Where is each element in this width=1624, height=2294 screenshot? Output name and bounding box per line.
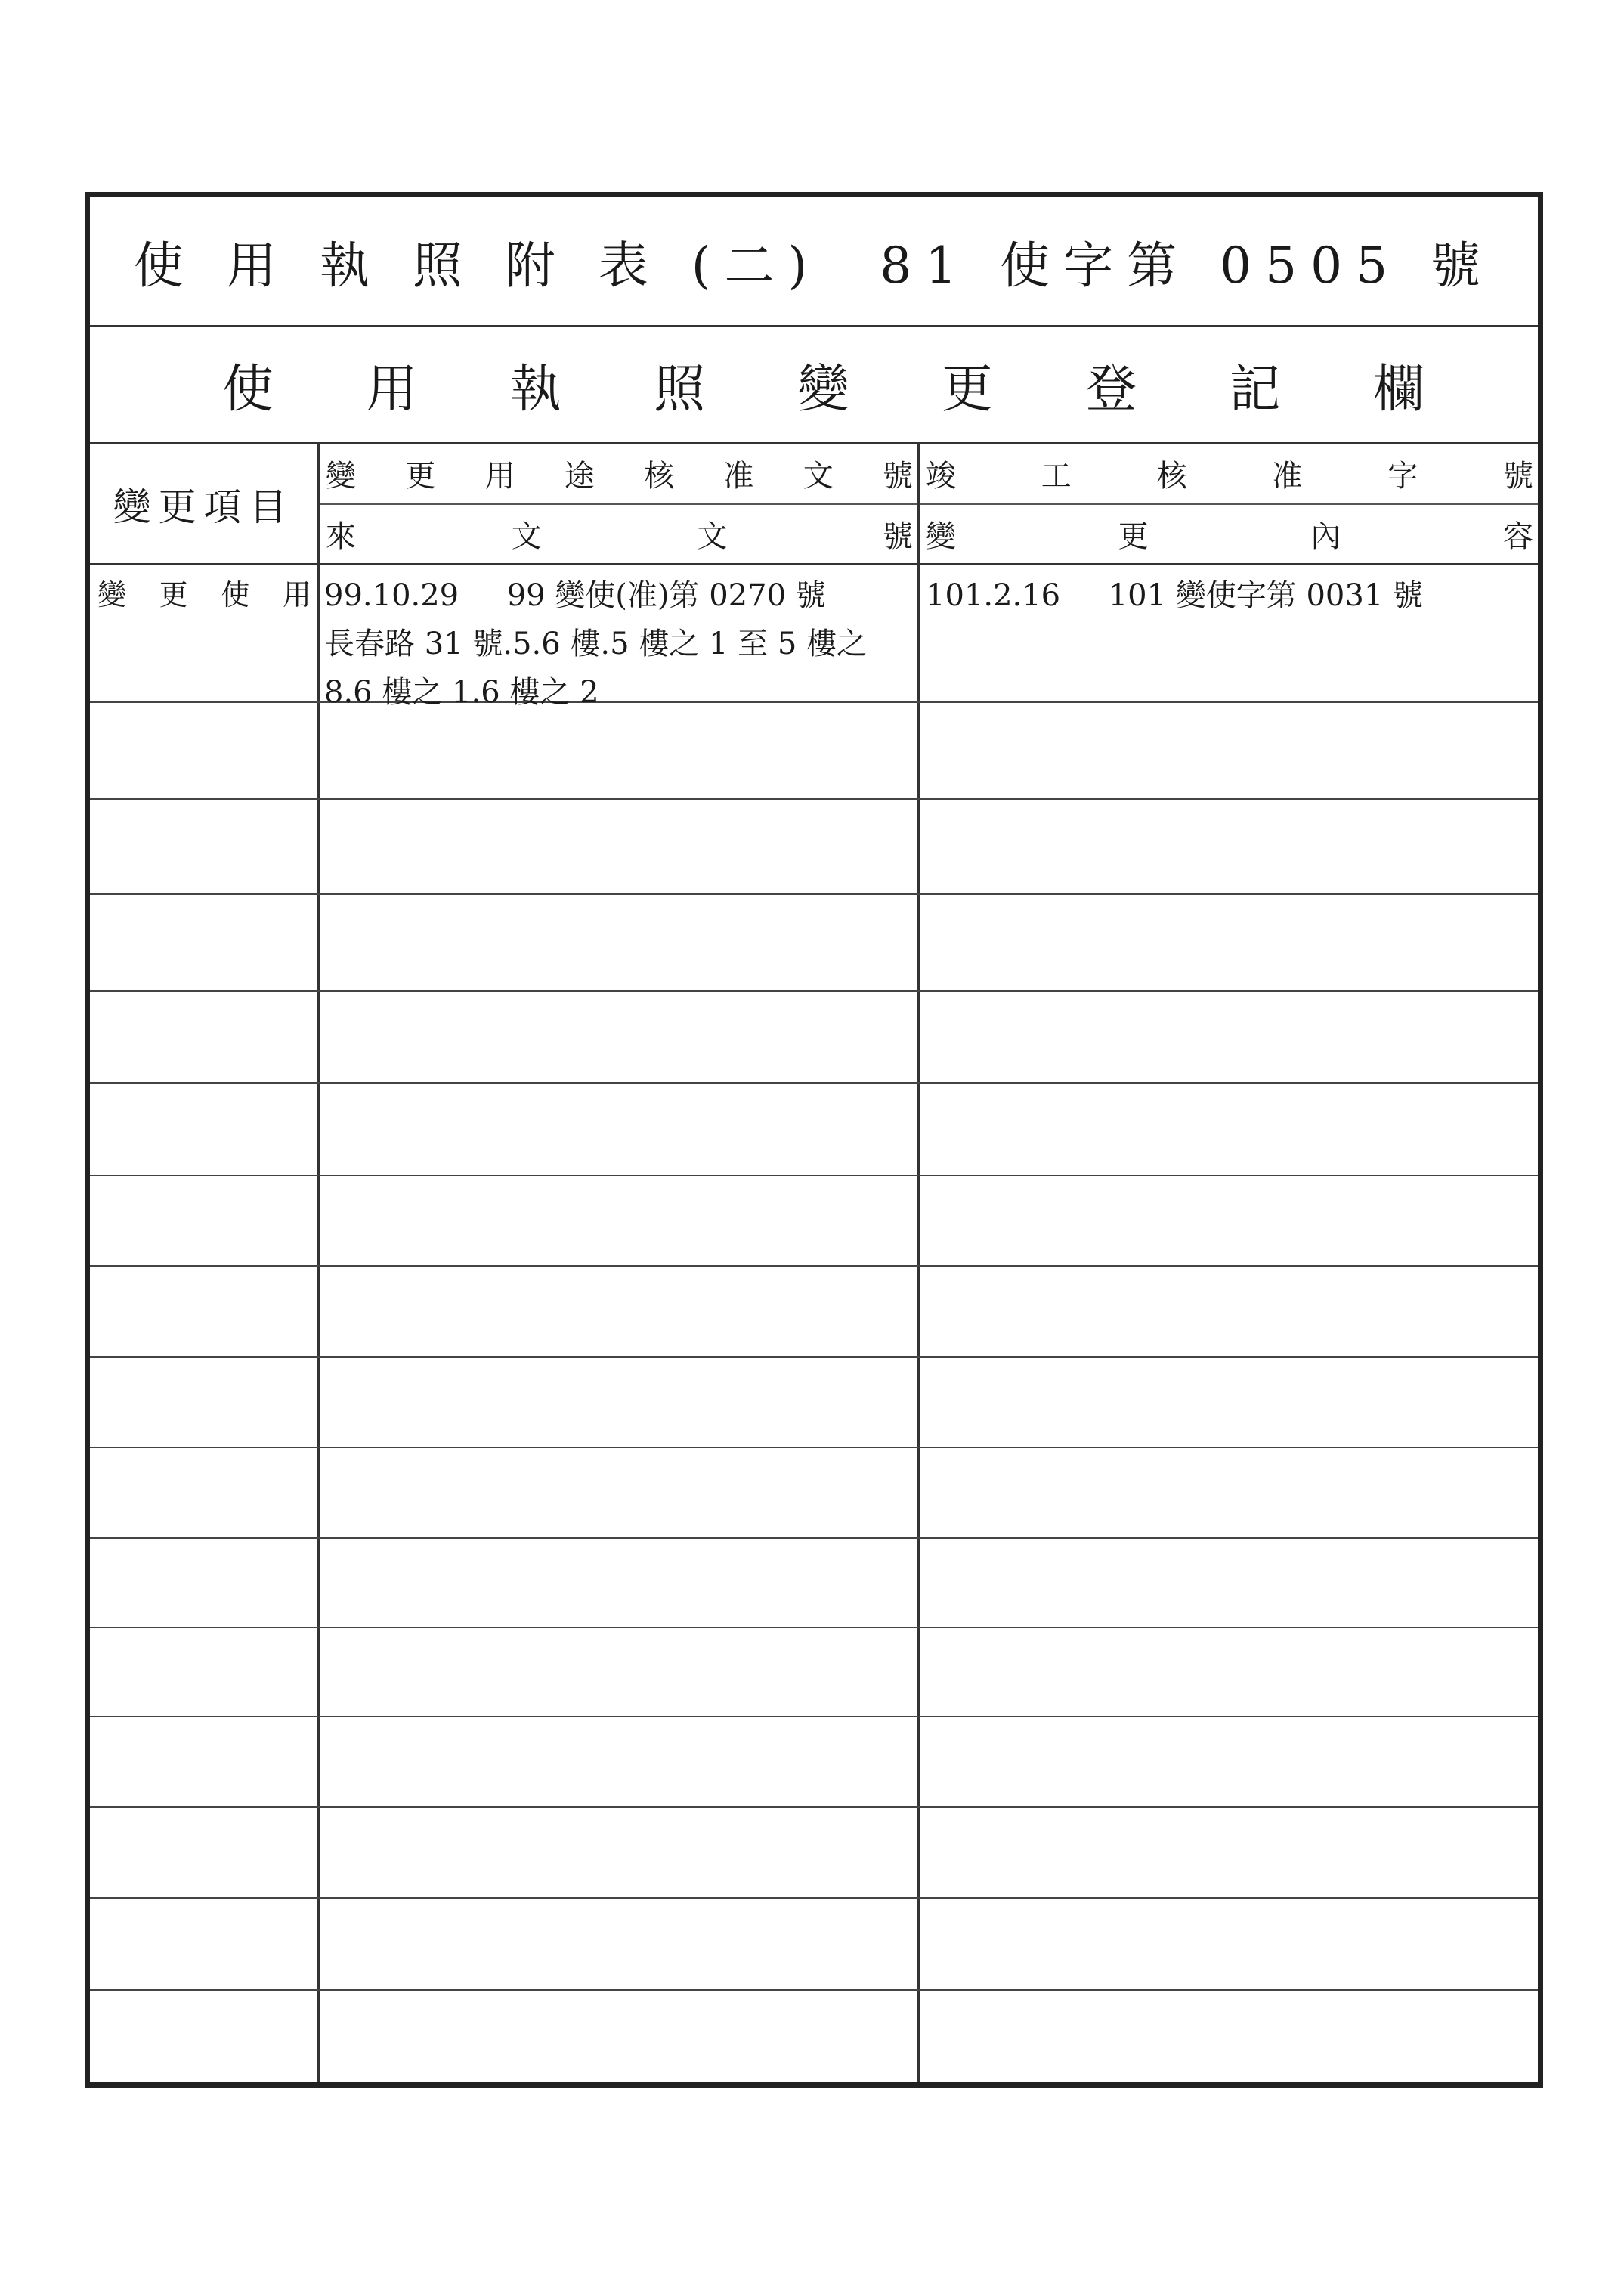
entry-approval-line-3: 8.6 樓之 1.6 樓之 2 [324, 675, 599, 710]
empty-cell [320, 1899, 920, 1989]
empty-cell [90, 1717, 320, 1806]
table-row [90, 1991, 1538, 2082]
empty-cell [320, 800, 920, 893]
entry-item-char: 變 [97, 578, 127, 611]
entry-approval-line-2: 長春路 31 號.5.6 樓.5 樓之 1 至 5 樓之 [324, 627, 868, 661]
header-b-bottom-text-char: 變 [926, 519, 956, 554]
empty-cell [920, 1628, 1538, 1716]
header-b-bottom-text-char: 更 [1118, 519, 1149, 554]
empty-cell [90, 1808, 320, 1897]
table-row [90, 992, 1538, 1084]
form-subtitle-char: 記 [1229, 359, 1281, 419]
empty-cell [320, 1267, 920, 1356]
header-a-top-text-char: 途 [564, 459, 595, 494]
table-row [90, 1717, 1538, 1808]
header-b-bottom [920, 505, 1538, 564]
empty-cell [90, 1991, 320, 2082]
empty-cell [320, 1084, 920, 1175]
license-form [85, 192, 1543, 2088]
empty-cell [920, 992, 1538, 1082]
empty-cell [320, 703, 920, 798]
header-a-top-text-char: 更 [405, 459, 436, 494]
header-b-bottom-text-char: 容 [1502, 519, 1533, 554]
header-column-a [320, 444, 920, 563]
header-column-b [920, 444, 1538, 563]
form-subtitle-char: 更 [941, 359, 993, 419]
empty-cell [920, 1176, 1538, 1265]
empty-cell [920, 1448, 1538, 1537]
empty-cell [90, 800, 320, 893]
form-subtitle-char: 欄 [1372, 359, 1424, 419]
entry-item-cell [90, 565, 320, 701]
empty-cell [920, 1899, 1538, 1989]
empty-cell [920, 1084, 1538, 1175]
header-a-top-text-char: 准 [723, 459, 754, 494]
entry-item-char: 用 [282, 578, 311, 611]
header-b-top-text-char: 工 [1041, 459, 1072, 494]
empty-cell [920, 703, 1538, 798]
form-title-row [90, 197, 1538, 327]
empty-cell [320, 1808, 920, 1897]
empty-cell [320, 1176, 920, 1265]
empty-cell [920, 1991, 1538, 2082]
header-b-top-text [926, 452, 1533, 495]
table-row [90, 895, 1538, 992]
header-b-top-text-char: 號 [1502, 459, 1533, 494]
table-row [90, 1267, 1538, 1358]
empty-cell [90, 1899, 320, 1989]
header-change-item [90, 444, 320, 563]
header-b-bottom-text [926, 512, 1533, 556]
empty-cell [90, 895, 320, 990]
form-subtitle-char: 執 [509, 359, 561, 419]
empty-cell [920, 1267, 1538, 1356]
header-a-bottom-text-char: 號 [882, 519, 913, 554]
empty-cell [90, 1084, 320, 1175]
table-row [90, 1808, 1538, 1899]
table-row [90, 1358, 1538, 1448]
header-a-top-text-char: 變 [326, 459, 356, 494]
empty-cell [320, 1991, 920, 2082]
empty-cell [920, 800, 1538, 893]
empty-cell [920, 895, 1538, 990]
empty-cell [90, 703, 320, 798]
form-subtitle-char: 變 [797, 359, 849, 419]
form-subtitle [222, 327, 1424, 442]
header-a-top-text-char: 文 [803, 459, 834, 494]
form-subtitle-char: 用 [366, 359, 418, 419]
empty-cell [90, 1176, 320, 1265]
form-subtitle-char: 使 [222, 359, 274, 419]
table-row [90, 1539, 1538, 1628]
empty-cell [320, 895, 920, 990]
header-a-bottom-text [326, 512, 913, 556]
header-b-bottom-text-char: 內 [1310, 519, 1341, 554]
empty-cell [90, 1628, 320, 1716]
empty-cell [90, 1358, 320, 1447]
empty-cell [90, 1539, 320, 1627]
empty-cell [920, 1358, 1538, 1447]
entry-approval-line-1: 99.10.29 99 變使(准)第 0270 號 [324, 578, 826, 613]
header-b-top-text-char: 字 [1387, 459, 1418, 494]
table-row [90, 703, 1538, 800]
empty-cell [320, 1539, 920, 1627]
empty-cell [320, 1358, 920, 1447]
empty-cell [920, 1717, 1538, 1806]
empty-cell [320, 1448, 920, 1537]
empty-cell [320, 992, 920, 1082]
table-body [90, 565, 1538, 2082]
entry-item-char: 使 [221, 578, 250, 611]
table-row [90, 1899, 1538, 1991]
header-a-top-text-char: 用 [484, 459, 515, 494]
header-a-bottom [320, 505, 917, 564]
header-a-bottom-text-char: 文 [697, 519, 728, 554]
header-change-item-label: 變更項目 [113, 484, 295, 529]
entry-completion-cell [920, 565, 1538, 701]
entry-completion-line-1: 101.2.16 101 變使字第 0031 號 [926, 578, 1423, 613]
header-b-top-text-char: 核 [1156, 459, 1187, 494]
table-row [90, 1084, 1538, 1176]
form-subtitle-row [90, 327, 1538, 444]
header-a-top-text-char: 號 [882, 459, 913, 494]
empty-cell [920, 1808, 1538, 1897]
empty-cell [90, 1267, 320, 1356]
form-subtitle-char: 照 [654, 359, 706, 419]
table-header [90, 444, 1538, 565]
header-a-top-text-char: 核 [644, 459, 675, 494]
table-row [90, 1448, 1538, 1539]
table-row [90, 800, 1538, 895]
table-row [90, 1176, 1538, 1267]
entry-approval-cell [320, 565, 920, 710]
header-b-top [920, 444, 1538, 505]
header-a-top-text [326, 452, 913, 495]
header-b-top-text-char: 准 [1272, 459, 1303, 494]
empty-cell [920, 1539, 1538, 1627]
entry-item-char: 更 [159, 578, 188, 611]
table-row [90, 1628, 1538, 1717]
empty-cell [320, 1628, 920, 1716]
empty-cell [90, 992, 320, 1082]
header-b-top-text-char: 竣 [926, 459, 956, 494]
empty-cell [320, 1717, 920, 1806]
table-row [90, 565, 1538, 710]
header-a-bottom-text-char: 來 [326, 519, 356, 554]
header-a-top [320, 444, 917, 505]
header-a-bottom-text-char: 文 [511, 519, 542, 554]
entry-item [97, 571, 311, 613]
empty-cell [90, 1448, 320, 1537]
form-subtitle-char: 登 [1085, 359, 1137, 419]
form-title: 使 用 執 照 附 表 (二) 81 使字第 0505 號 [133, 237, 1495, 295]
